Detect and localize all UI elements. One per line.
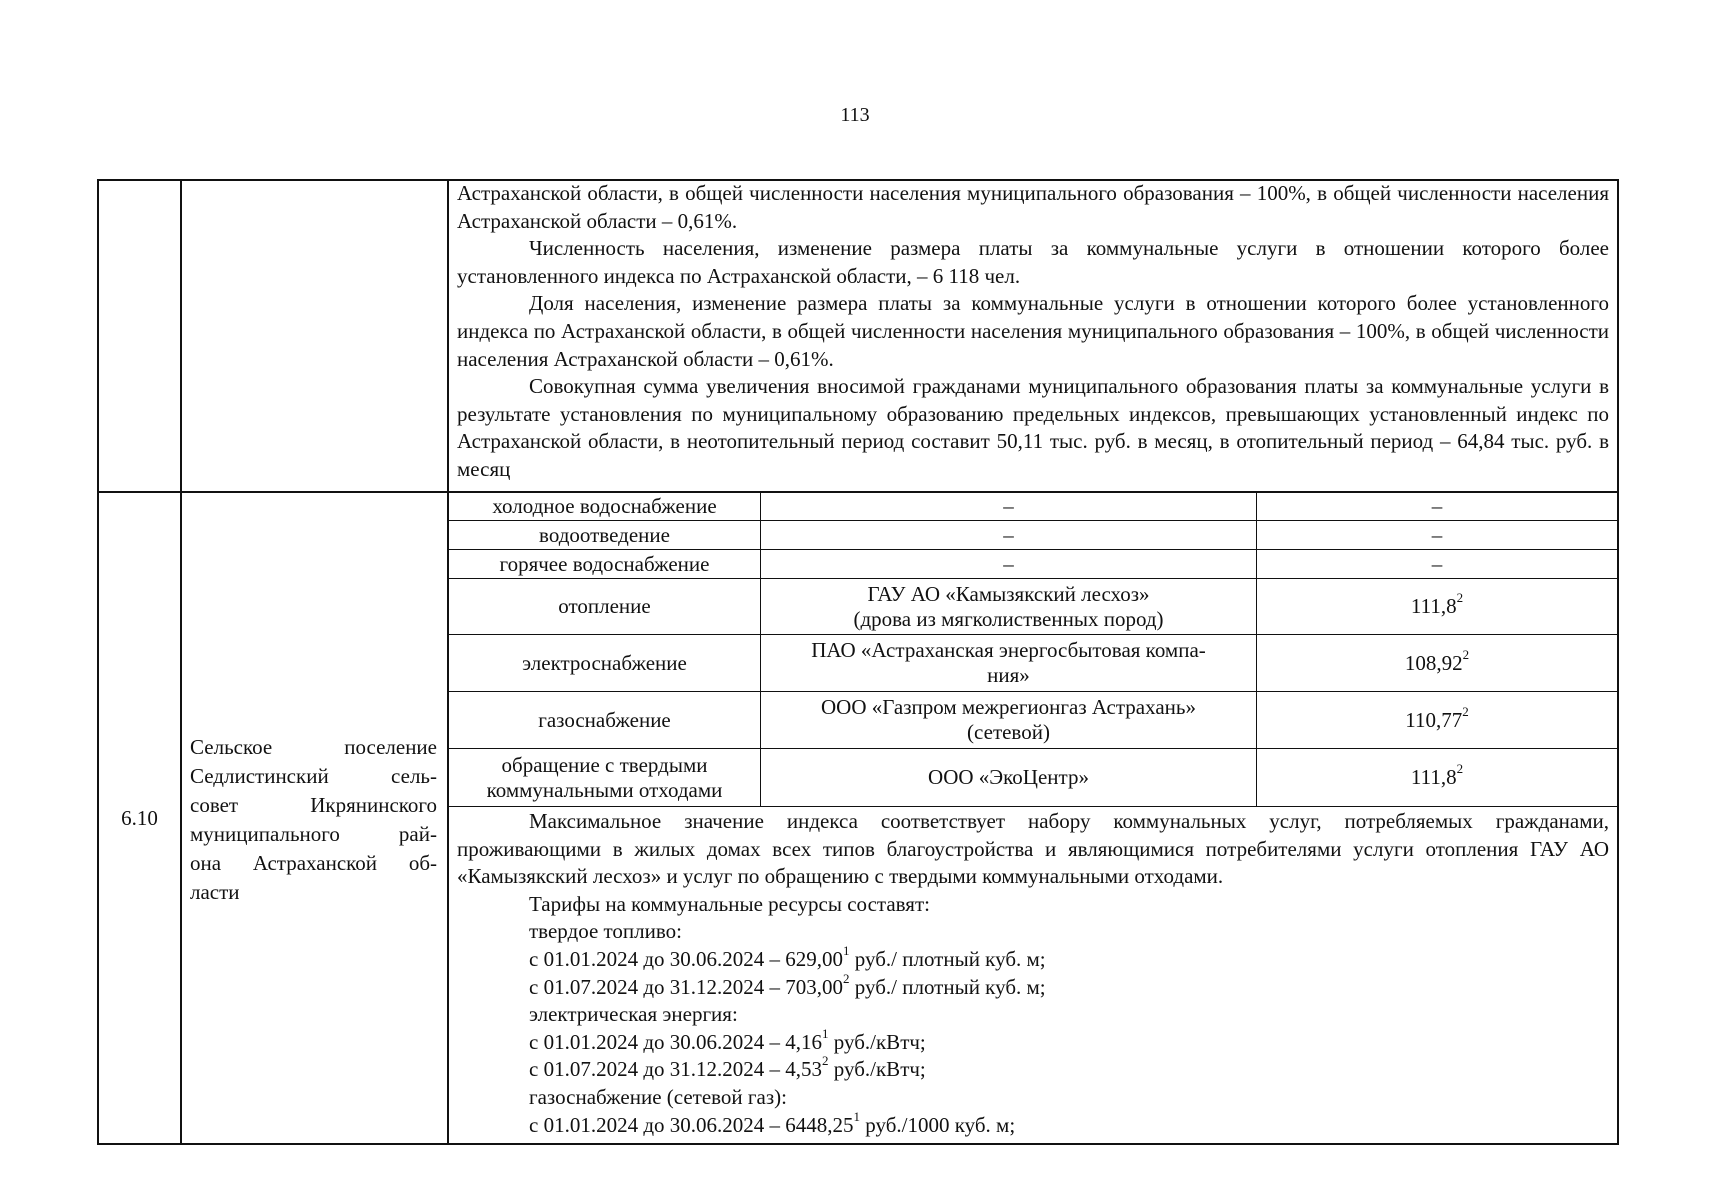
provider-line: ООО «Газпром межрегионгаз Астрахань» — [821, 695, 1196, 719]
municipality-name-line: Седлистинский сель- — [190, 764, 437, 788]
tariff-line: с 01.01.2024 до 30.06.2024 – 6448,25$^1$ руб./1000 куб. м; — [529, 1108, 1016, 1137]
service-name — [449, 749, 760, 806]
tariffs-intro: Тарифы на коммунальные ресурсы составят: — [529, 891, 930, 916]
page-number: 113 — [840, 104, 870, 126]
index-value: 111,8 — [1410, 594, 1457, 618]
service-provider: ООО «ЭкоЦентр» — [928, 765, 1089, 789]
municipality-name-line: муниципального рай- — [190, 822, 437, 846]
continuation-paragraph: Численность населения, изменение размера платы за коммунальные услуги в отношении которого более установленного индекса по Астраханской области, – 6 118 чел. — [457, 236, 1609, 288]
fuel-label: твердое топливо: — [529, 919, 682, 944]
index-value: 111,8 — [1410, 765, 1457, 789]
service-name: холодное водоснабжение — [492, 494, 717, 518]
municipality-name-line: ласти — [190, 880, 240, 904]
service-provider — [761, 692, 1256, 748]
continuation-paragraph: Доля населения, изменение размера платы за коммунальные услуги в отношении которого более установленного индекса по Астраханской области, в общей численности населения муниципального образования – 100%, в общей численности населения Астраханской области – 0,61%. — [457, 291, 1609, 371]
max-index-note: Максимальное значение индекса соответствует набору коммунальных услуг, потребляемых гражданами, проживающими в жилых домах всех типов благоустройства и являющимися потребителями услуги отопления ГАУ АО «Камызякский лесхоз» и услуг по обращению с твердыми коммунальными отходами. — [457, 809, 1609, 889]
index-value: 110,77 — [1405, 707, 1463, 732]
continuation-text — [457, 180, 1609, 491]
municipality-name-line: она Астраханской об- — [190, 851, 437, 875]
service-provider: – — [1003, 551, 1014, 576]
continuation-paragraph: Астраханской области, в общей численности населения муниципального образования – 100%, в общей численности населения Астраханской области – 0,61%. — [457, 181, 1609, 233]
footnote-mark: 2 — [1462, 703, 1469, 719]
provider-line: (дрова из мягколиственных пород) — [853, 606, 1164, 631]
notes-block — [457, 808, 1609, 1142]
provider-line: (сетевой) — [967, 720, 1050, 744]
tariff-line: с 01.01.2024 до 30.06.2024 – 4,16$^1$ руб./кВтч; — [529, 1025, 926, 1054]
service-name: водоотведение — [539, 522, 670, 547]
service-provider — [761, 635, 1256, 691]
service-provider: – — [1003, 494, 1014, 518]
service-name-line: обращение с твердыми — [501, 752, 708, 777]
tariff-line: с 01.01.2024 до 30.06.2024 – 629,00$^1$ руб./ плотный куб. м; — [529, 942, 1046, 971]
service-name: горячее водоснабжение — [499, 551, 710, 576]
service-name: электроснабжение — [522, 650, 687, 675]
gas-label: газоснабжение (сетевой газ): — [529, 1084, 787, 1109]
provider-line: ния» — [987, 663, 1030, 687]
footnote-mark: 2 — [1456, 590, 1464, 605]
service-index — [1257, 635, 1617, 691]
service-index — [1257, 579, 1617, 634]
service-name: газоснабжение — [538, 707, 671, 732]
tariff-line: с 01.07.2024 до 31.12.2024 – 703,00$^2$ руб./ плотный куб. м; — [529, 970, 1046, 999]
provider-line: ГАУ АО «Камызякский лесхоз» — [867, 581, 1150, 606]
municipality-name-line: Сельское поселение — [190, 735, 437, 759]
service-index: – — [1431, 551, 1443, 576]
continuation-paragraph: Совокупная сумма увеличения вносимой гражданами муниципального образования платы за коммунальные услуги в результате установления по муниципальному образованию предельных индексов, превышающих установленный индекс по Астраханской области, в неотопительный период составит 50,11 тыс. руб. в месяц, в отопительный период – 64,84 тыс. руб. в месяц — [457, 374, 1609, 481]
municipality-name — [190, 733, 437, 907]
municipality-name-line: совет Икрянинского — [190, 793, 437, 817]
footnote-mark: 2 — [1462, 646, 1470, 662]
row-number: 6.10 — [121, 805, 158, 830]
index-value: 108,92 — [1404, 650, 1463, 675]
service-provider: – — [1003, 522, 1014, 547]
service-index — [1257, 749, 1617, 806]
service-index: – — [1431, 522, 1443, 547]
tariff-line: с 01.07.2024 до 31.12.2024 – 4,53$^2$ руб./кВтч; — [529, 1053, 926, 1082]
electricity-label: электрическая энергия: — [529, 1002, 738, 1027]
provider-line: ПАО «Астраханская энергосбытовая компа- — [811, 638, 1206, 662]
footnote-mark: 2 — [1456, 761, 1464, 776]
service-index: – — [1431, 494, 1443, 518]
service-name: отопление — [558, 594, 651, 618]
service-provider — [761, 579, 1256, 634]
service-index — [1257, 692, 1617, 748]
service-name-line: коммунальными отходами — [486, 777, 723, 802]
